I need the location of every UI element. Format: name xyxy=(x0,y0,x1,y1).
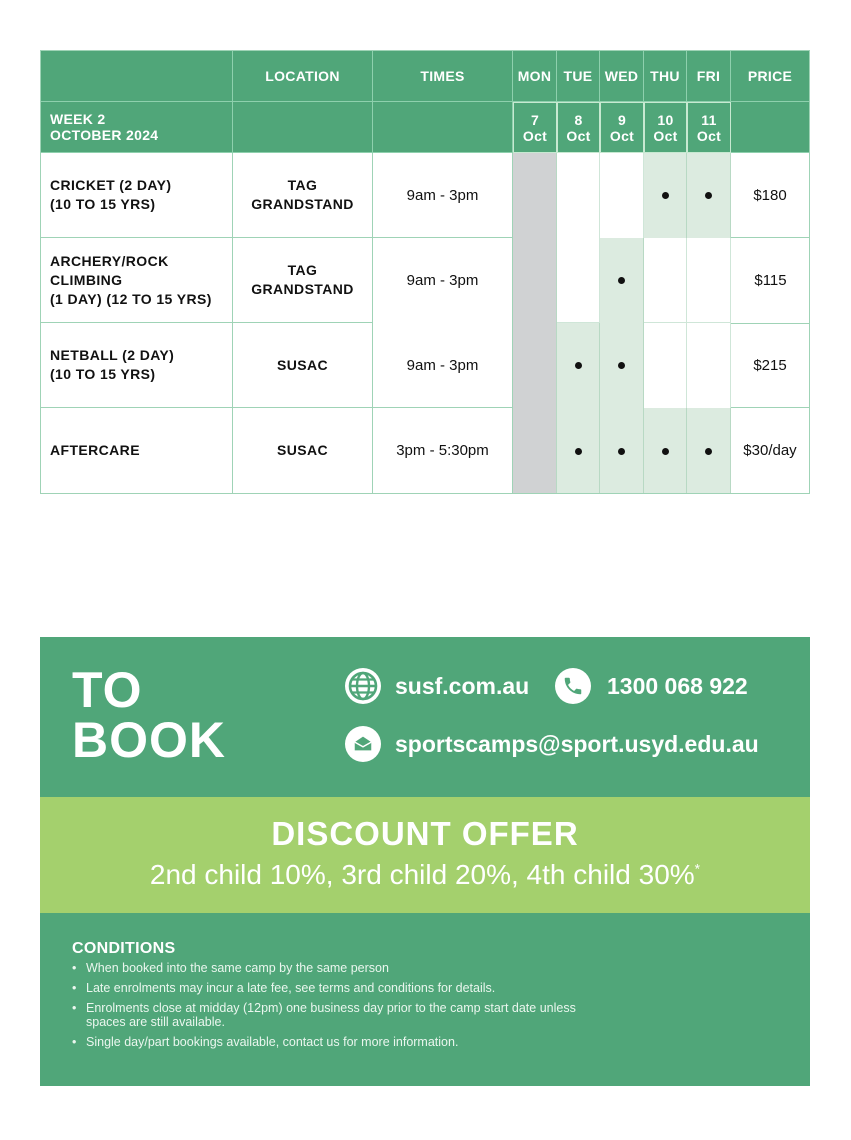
session-dot xyxy=(662,448,669,455)
aftercare-fri xyxy=(687,408,731,494)
session-dot xyxy=(575,448,582,455)
netball-thu xyxy=(644,323,687,408)
header-tue: TUE xyxy=(557,50,600,102)
archery-wed xyxy=(600,238,644,323)
netball-fri xyxy=(687,323,731,408)
header-location: LOCATION xyxy=(233,50,373,102)
phone-icon xyxy=(555,668,591,704)
list-item: • Late enrolments may incur a late fee, see terms and conditions for details. xyxy=(72,981,592,995)
program-aftercare: AFTERCARE xyxy=(40,408,233,494)
header-times: TIMES xyxy=(373,50,513,102)
archery-mon xyxy=(513,238,557,323)
price-aftercare: $30/day xyxy=(731,408,810,494)
list-item: • Single day/part bookings available, contact us for more information. xyxy=(72,1035,592,1049)
archery-fri xyxy=(687,238,731,323)
session-dot xyxy=(618,277,625,284)
header-fri: FRI xyxy=(687,50,731,102)
week-label: WEEK 2 OCTOBER 2024 xyxy=(40,102,233,153)
price-netball: $215 xyxy=(731,323,810,408)
schedule-table xyxy=(40,50,810,494)
netball-tue xyxy=(557,323,600,408)
cricket-tue xyxy=(557,153,600,238)
price-divider xyxy=(731,323,810,324)
discount-banner xyxy=(40,797,810,913)
discount-heading: DISCOUNT OFFER xyxy=(271,815,579,852)
aftercare-mon xyxy=(513,408,557,494)
archery-thu xyxy=(644,238,687,323)
session-dot xyxy=(705,448,712,455)
netball-wed xyxy=(600,323,644,408)
header-thu: THU xyxy=(644,50,687,102)
globe-icon xyxy=(345,668,381,704)
conditions-list xyxy=(72,961,592,1055)
discount-text: 2nd child 10%, 3rd child 20%, 4th child 30%* xyxy=(149,859,701,890)
date-wed: 9 Oct xyxy=(600,102,644,153)
header-wed: WED xyxy=(600,50,644,102)
week-times-blank xyxy=(373,102,513,153)
list-item: • Enrolments close at midday (12pm) one business day prior to the camp start date unless spaces are still available. xyxy=(72,1001,592,1029)
date-fri: 11 Oct xyxy=(687,102,731,153)
location-archery: TAG GRANDSTAND xyxy=(233,238,373,323)
session-dot xyxy=(618,362,625,369)
location-netball: SUSAC xyxy=(233,323,373,408)
website-link[interactable]: susf.com.au xyxy=(345,668,529,704)
date-tue: 8 Oct xyxy=(557,102,600,153)
phone-link[interactable]: 1300 068 922 xyxy=(555,668,748,704)
archery-tue xyxy=(557,238,600,323)
cricket-thu xyxy=(644,153,687,238)
booking-title: TO BOOK xyxy=(72,662,226,768)
session-dot xyxy=(662,192,669,199)
location-aftercare: SUSAC xyxy=(233,408,373,494)
header-price: PRICE xyxy=(731,50,810,102)
price-cricket: $180 xyxy=(731,153,810,238)
email-icon xyxy=(345,726,381,762)
times-archery: 9am - 3pm xyxy=(373,238,513,323)
times-cricket: 9am - 3pm xyxy=(373,153,513,238)
cricket-wed xyxy=(600,153,644,238)
conditions-panel xyxy=(40,913,810,1086)
week-location-blank xyxy=(233,102,373,153)
week-price-blank xyxy=(731,102,810,153)
cricket-fri xyxy=(687,153,731,238)
header-mon: MON xyxy=(513,50,557,102)
session-dot xyxy=(705,192,712,199)
date-thu: 10 Oct xyxy=(644,102,687,153)
booking-panel xyxy=(40,637,810,797)
times-aftercare: 3pm - 5:30pm xyxy=(373,408,513,494)
list-item: • When booked into the same camp by the same person xyxy=(72,961,592,975)
price-archery: $115 xyxy=(754,272,787,289)
session-dot xyxy=(575,362,582,369)
cricket-mon xyxy=(513,153,557,238)
header-program xyxy=(40,50,233,102)
session-dot xyxy=(618,448,625,455)
netball-mon xyxy=(513,323,557,408)
aftercare-wed xyxy=(600,408,644,494)
times-netball: 9am - 3pm xyxy=(373,323,513,408)
date-mon: 7 Oct xyxy=(513,102,557,153)
program-archery: ARCHERY/ROCK CLIMBING (1 DAY) (12 TO 15 YRS) xyxy=(40,238,233,323)
aftercare-tue xyxy=(557,408,600,494)
aftercare-thu xyxy=(644,408,687,494)
email-link[interactable]: sportscamps@sport.usyd.edu.au xyxy=(345,726,759,762)
conditions-heading: CONDITIONS xyxy=(72,940,176,957)
location-cricket: TAG GRANDSTAND xyxy=(233,153,373,238)
program-netball: NETBALL (2 DAY) (10 TO 15 YRS) xyxy=(40,323,233,408)
program-cricket: CRICKET (2 DAY) (10 TO 15 YRS) xyxy=(40,153,233,238)
